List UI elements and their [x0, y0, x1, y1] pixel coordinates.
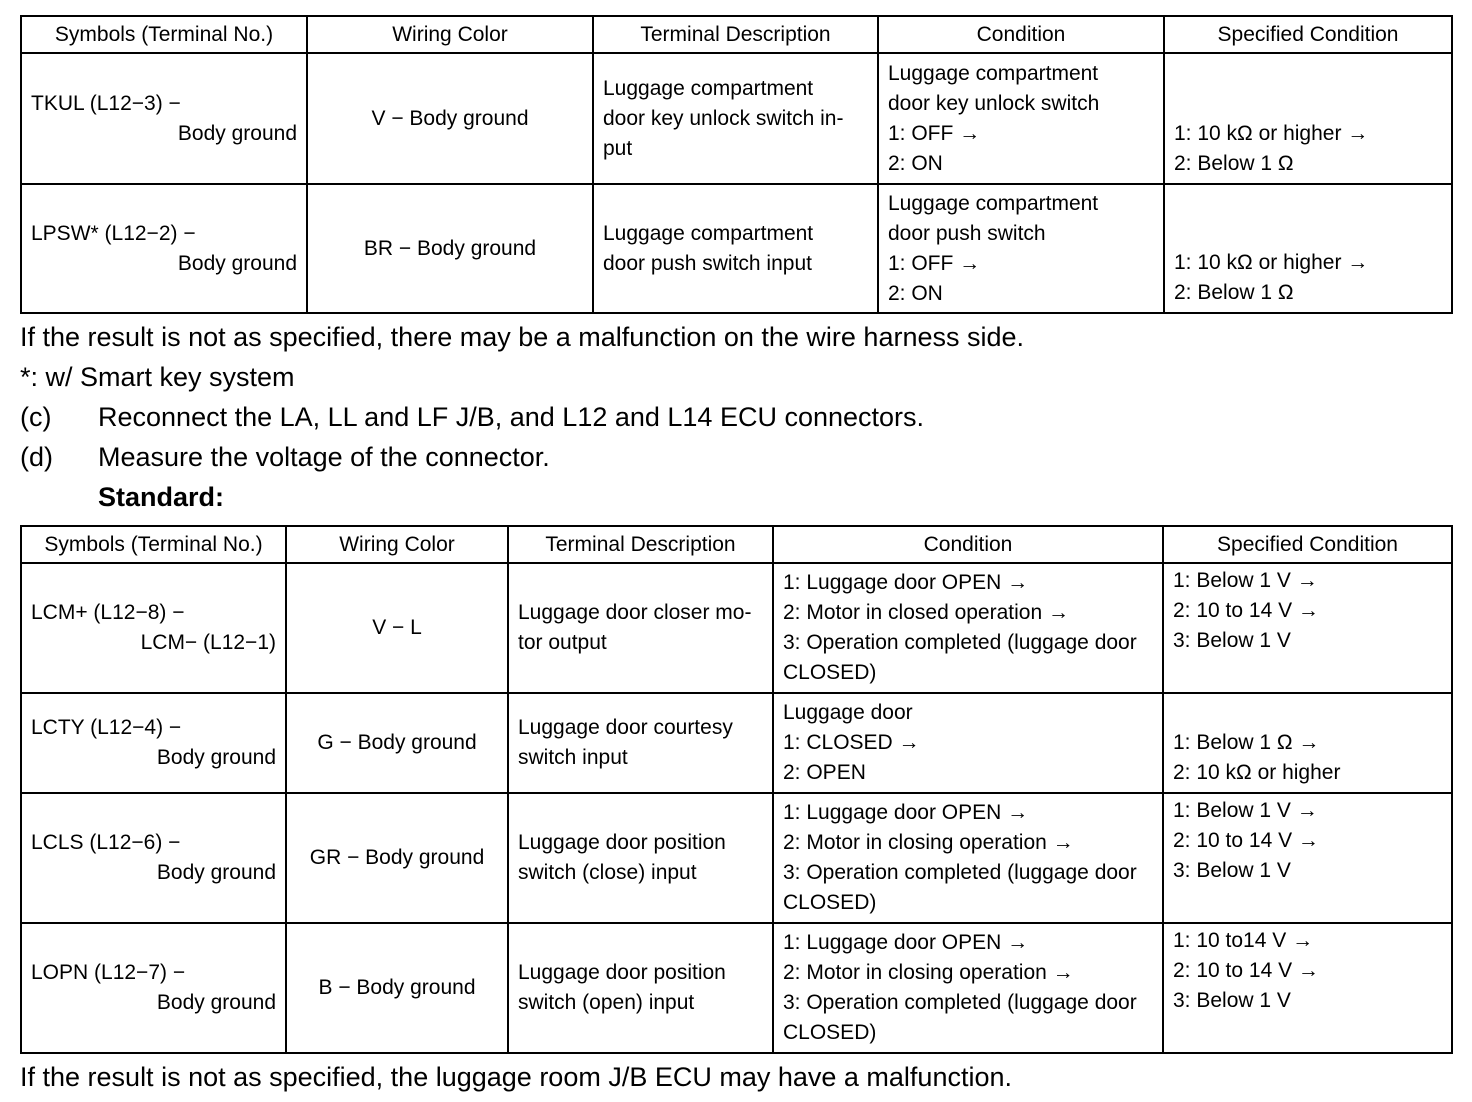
header-symbols: Symbols (Terminal No.) [21, 526, 286, 563]
spec-line: 3: Below 1 V [1173, 629, 1291, 652]
condition-line: 2: ON [888, 281, 943, 305]
condition-cell [773, 563, 1163, 693]
specified-condition-cell [1164, 184, 1452, 313]
symbol-cell [21, 693, 286, 793]
table-row [21, 793, 1452, 923]
symbol-cell [21, 184, 307, 313]
description-line: Luggage compartment [603, 221, 814, 245]
condition-line: 2: Motor in closed operation → [783, 601, 1069, 624]
header-symbols: Symbols (Terminal No.) [21, 16, 307, 53]
symbol-cell [21, 563, 286, 693]
table-row [21, 563, 1452, 693]
header-terminal-description: Terminal Description [593, 16, 878, 53]
symbol-line: LPSW* (L12−2) − [31, 221, 196, 245]
condition-line: 3: Operation completed (luggage door [783, 991, 1137, 1014]
spec-line: 1: Below 1 V → [1173, 569, 1318, 592]
description-line: Luggage compartment [603, 76, 814, 100]
condition-line: CLOSED) [783, 891, 877, 914]
condition-cell [878, 53, 1164, 184]
description-cell [508, 693, 773, 793]
symbol-line: LCM− (L12−1) [140, 631, 276, 654]
description-line: Luggage door position [518, 961, 726, 984]
table-row [21, 923, 1452, 1053]
spec-line: 1: Below 1 V → [1173, 799, 1318, 822]
condition-line: 1: OFF → [888, 121, 981, 145]
symbol-cell [21, 53, 307, 184]
symbol-line: LCLS (L12−6) − [31, 831, 181, 854]
condition-line: 1: OFF → [888, 251, 981, 275]
spec-line: 1: 10 kΩ or higher → [1174, 251, 1369, 274]
header-terminal-description: Terminal Description [508, 526, 773, 563]
spec-line: 3: Below 1 V [1173, 989, 1291, 1012]
condition-line: 1: Luggage door OPEN → [783, 801, 1029, 824]
footnote: *: w/ Smart key system [20, 362, 295, 392]
symbol-line: Body ground [156, 991, 276, 1014]
symbol-line: Body ground [177, 121, 297, 145]
condition-line: door key unlock switch [888, 91, 1100, 115]
description-line: Luggage door position [518, 831, 726, 854]
table-header-row [21, 16, 1452, 53]
condition-cell [878, 184, 1164, 313]
step-c-text: Reconnect the LA, LL and LF J/B, and L12 and L14 ECU connectors. [98, 402, 925, 432]
description-line: switch input [518, 746, 628, 769]
condition-line: Luggage compartment [888, 191, 1099, 215]
header-specified-condition: Specified Condition [1163, 526, 1452, 563]
symbol-cell [21, 793, 286, 923]
table-row [21, 53, 1452, 184]
result-note: If the result is not as specified, there may be a malfunction on the wire harness side. [20, 322, 1025, 352]
spec-line: 1: 10 kΩ or higher → [1174, 122, 1369, 145]
description-line: Luggage door closer mo- [518, 601, 752, 624]
spec-line: 1: Below 1 Ω → [1173, 731, 1320, 754]
spec-line: 2: 10 to 14 V → [1173, 599, 1319, 622]
description-line: switch (open) input [518, 991, 695, 1014]
wiring-color-cell: V − Body ground [307, 53, 593, 184]
specified-condition-cell [1163, 923, 1452, 1053]
table-header-row [21, 526, 1452, 563]
header-condition: Condition [773, 526, 1163, 563]
symbol-line: LOPN (L12−7) − [31, 961, 186, 984]
specified-condition-cell [1163, 563, 1452, 693]
condition-line: 2: OPEN [783, 761, 866, 784]
symbol-line: Body ground [156, 746, 276, 769]
symbol-cell [21, 923, 286, 1053]
condition-line: 1: Luggage door OPEN → [783, 931, 1029, 954]
condition-line: 2: ON [888, 151, 943, 175]
condition-line: CLOSED) [783, 1021, 877, 1044]
wiring-color-cell: BR − Body ground [307, 184, 593, 313]
spec-line: 2: 10 to 14 V → [1173, 829, 1319, 852]
symbol-line: Body ground [177, 251, 297, 275]
description-line: switch (close) input [518, 861, 697, 884]
specified-condition-cell [1163, 793, 1452, 923]
condition-line: Luggage compartment [888, 61, 1099, 85]
description-line: door push switch input [603, 251, 812, 275]
header-condition: Condition [878, 16, 1164, 53]
condition-cell [773, 923, 1163, 1053]
condition-line: 1: Luggage door OPEN → [783, 571, 1029, 594]
description-cell [593, 184, 878, 313]
step-c-label: (c) [20, 402, 52, 432]
description-line: door key unlock switch in- [603, 106, 844, 130]
symbol-line: LCTY (L12−4) − [31, 716, 182, 739]
wiring-color-cell: G − Body ground [286, 693, 508, 793]
condition-cell [773, 693, 1163, 793]
condition-line: 3: Operation completed (luggage door [783, 631, 1137, 654]
spec-line: 2: Below 1 Ω [1174, 281, 1294, 304]
description-cell [508, 563, 773, 693]
symbol-line: Body ground [156, 861, 276, 884]
wiring-color-cell: B − Body ground [286, 923, 508, 1053]
spec-line: 2: 10 kΩ or higher [1173, 761, 1341, 784]
spec-line: 3: Below 1 V [1173, 859, 1291, 882]
wiring-color-cell: V − L [286, 563, 508, 693]
description-line: tor output [518, 631, 607, 654]
condition-cell [773, 793, 1163, 923]
table-row [21, 693, 1452, 793]
description-cell [508, 793, 773, 923]
step-d-text: Measure the voltage of the connector. [98, 442, 550, 472]
condition-line: 2: Motor in closing operation → [783, 831, 1074, 854]
spec-line: 1: 10 to14 V → [1173, 929, 1314, 952]
resistance-table [20, 15, 1453, 314]
condition-line: 2: Motor in closing operation → [783, 961, 1074, 984]
table-row [21, 184, 1452, 313]
condition-line: 3: Operation completed (luggage door [783, 861, 1137, 884]
symbol-line: TKUL (L12−3) − [31, 91, 181, 115]
description-line: put [603, 136, 633, 160]
header-wiring-color: Wiring Color [286, 526, 508, 563]
header-wiring-color: Wiring Color [307, 16, 593, 53]
result-note-ecu: If the result is not as specified, the luggage room J/B ECU may have a malfunction. [20, 1062, 1012, 1092]
spec-line: 2: Below 1 Ω [1174, 152, 1294, 175]
header-specified-condition: Specified Condition [1164, 16, 1452, 53]
condition-line: door push switch [888, 221, 1046, 245]
step-d-label: (d) [20, 442, 53, 472]
wiring-color-cell: GR − Body ground [286, 793, 508, 923]
voltage-table [20, 525, 1453, 1054]
specified-condition-cell [1163, 693, 1452, 793]
condition-line: Luggage door [783, 701, 913, 724]
description-cell [593, 53, 878, 184]
standard-label: Standard: [98, 482, 225, 512]
spec-line: 2: 10 to 14 V → [1173, 959, 1319, 982]
condition-line: 1: CLOSED → [783, 731, 920, 754]
description-cell [508, 923, 773, 1053]
symbol-line: LCM+ (L12−8) − [31, 601, 185, 624]
condition-line: CLOSED) [783, 661, 877, 684]
specified-condition-cell [1164, 53, 1452, 184]
description-line: Luggage door courtesy [518, 716, 733, 739]
